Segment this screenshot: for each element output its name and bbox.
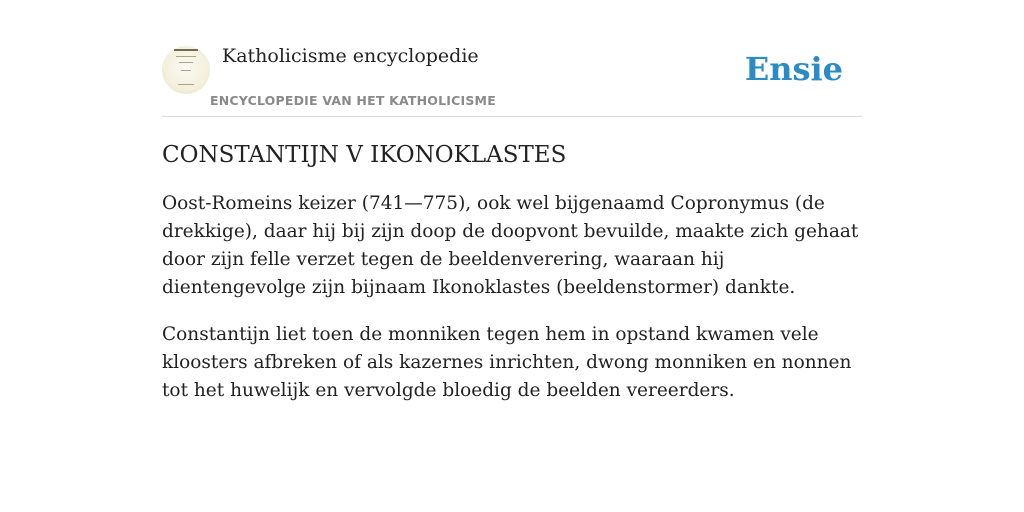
site-subtitle: ENCYCLOPEDIE VAN HET KATHOLICISME bbox=[210, 93, 496, 108]
article-title: CONSTANTIJN V IKONOKLASTES bbox=[162, 142, 567, 168]
site-header bbox=[162, 40, 862, 117]
article-paragraph: Oost-Romeins keizer (741—775), ook wel bijgenaamd Copronymus (de drekkige), daar hij bij zijn doop de doopvont bevuilde, maakte zich gehaat door zijn felle verzet tegen de beeldenverering, waaraan hij dientengevolge zijn bijnaam Ikonoklastes (beeldenstormer) dankte. bbox=[162, 193, 859, 298]
site-title[interactable]: Katholicisme encyclopedie bbox=[222, 45, 479, 67]
encyclopedia-cover-icon[interactable] bbox=[162, 46, 210, 94]
article bbox=[162, 140, 862, 424]
article-paragraph: Constantijn liet toen de monniken tegen hem in opstand kwamen vele kloosters afbreken of als kazernes inrichten, dwong monniken en nonnen tot het huwelijk en vervolgde bloedig de beelden vereerders. bbox=[162, 324, 852, 401]
ensie-logo-link[interactable]: Ensie bbox=[744, 50, 843, 88]
